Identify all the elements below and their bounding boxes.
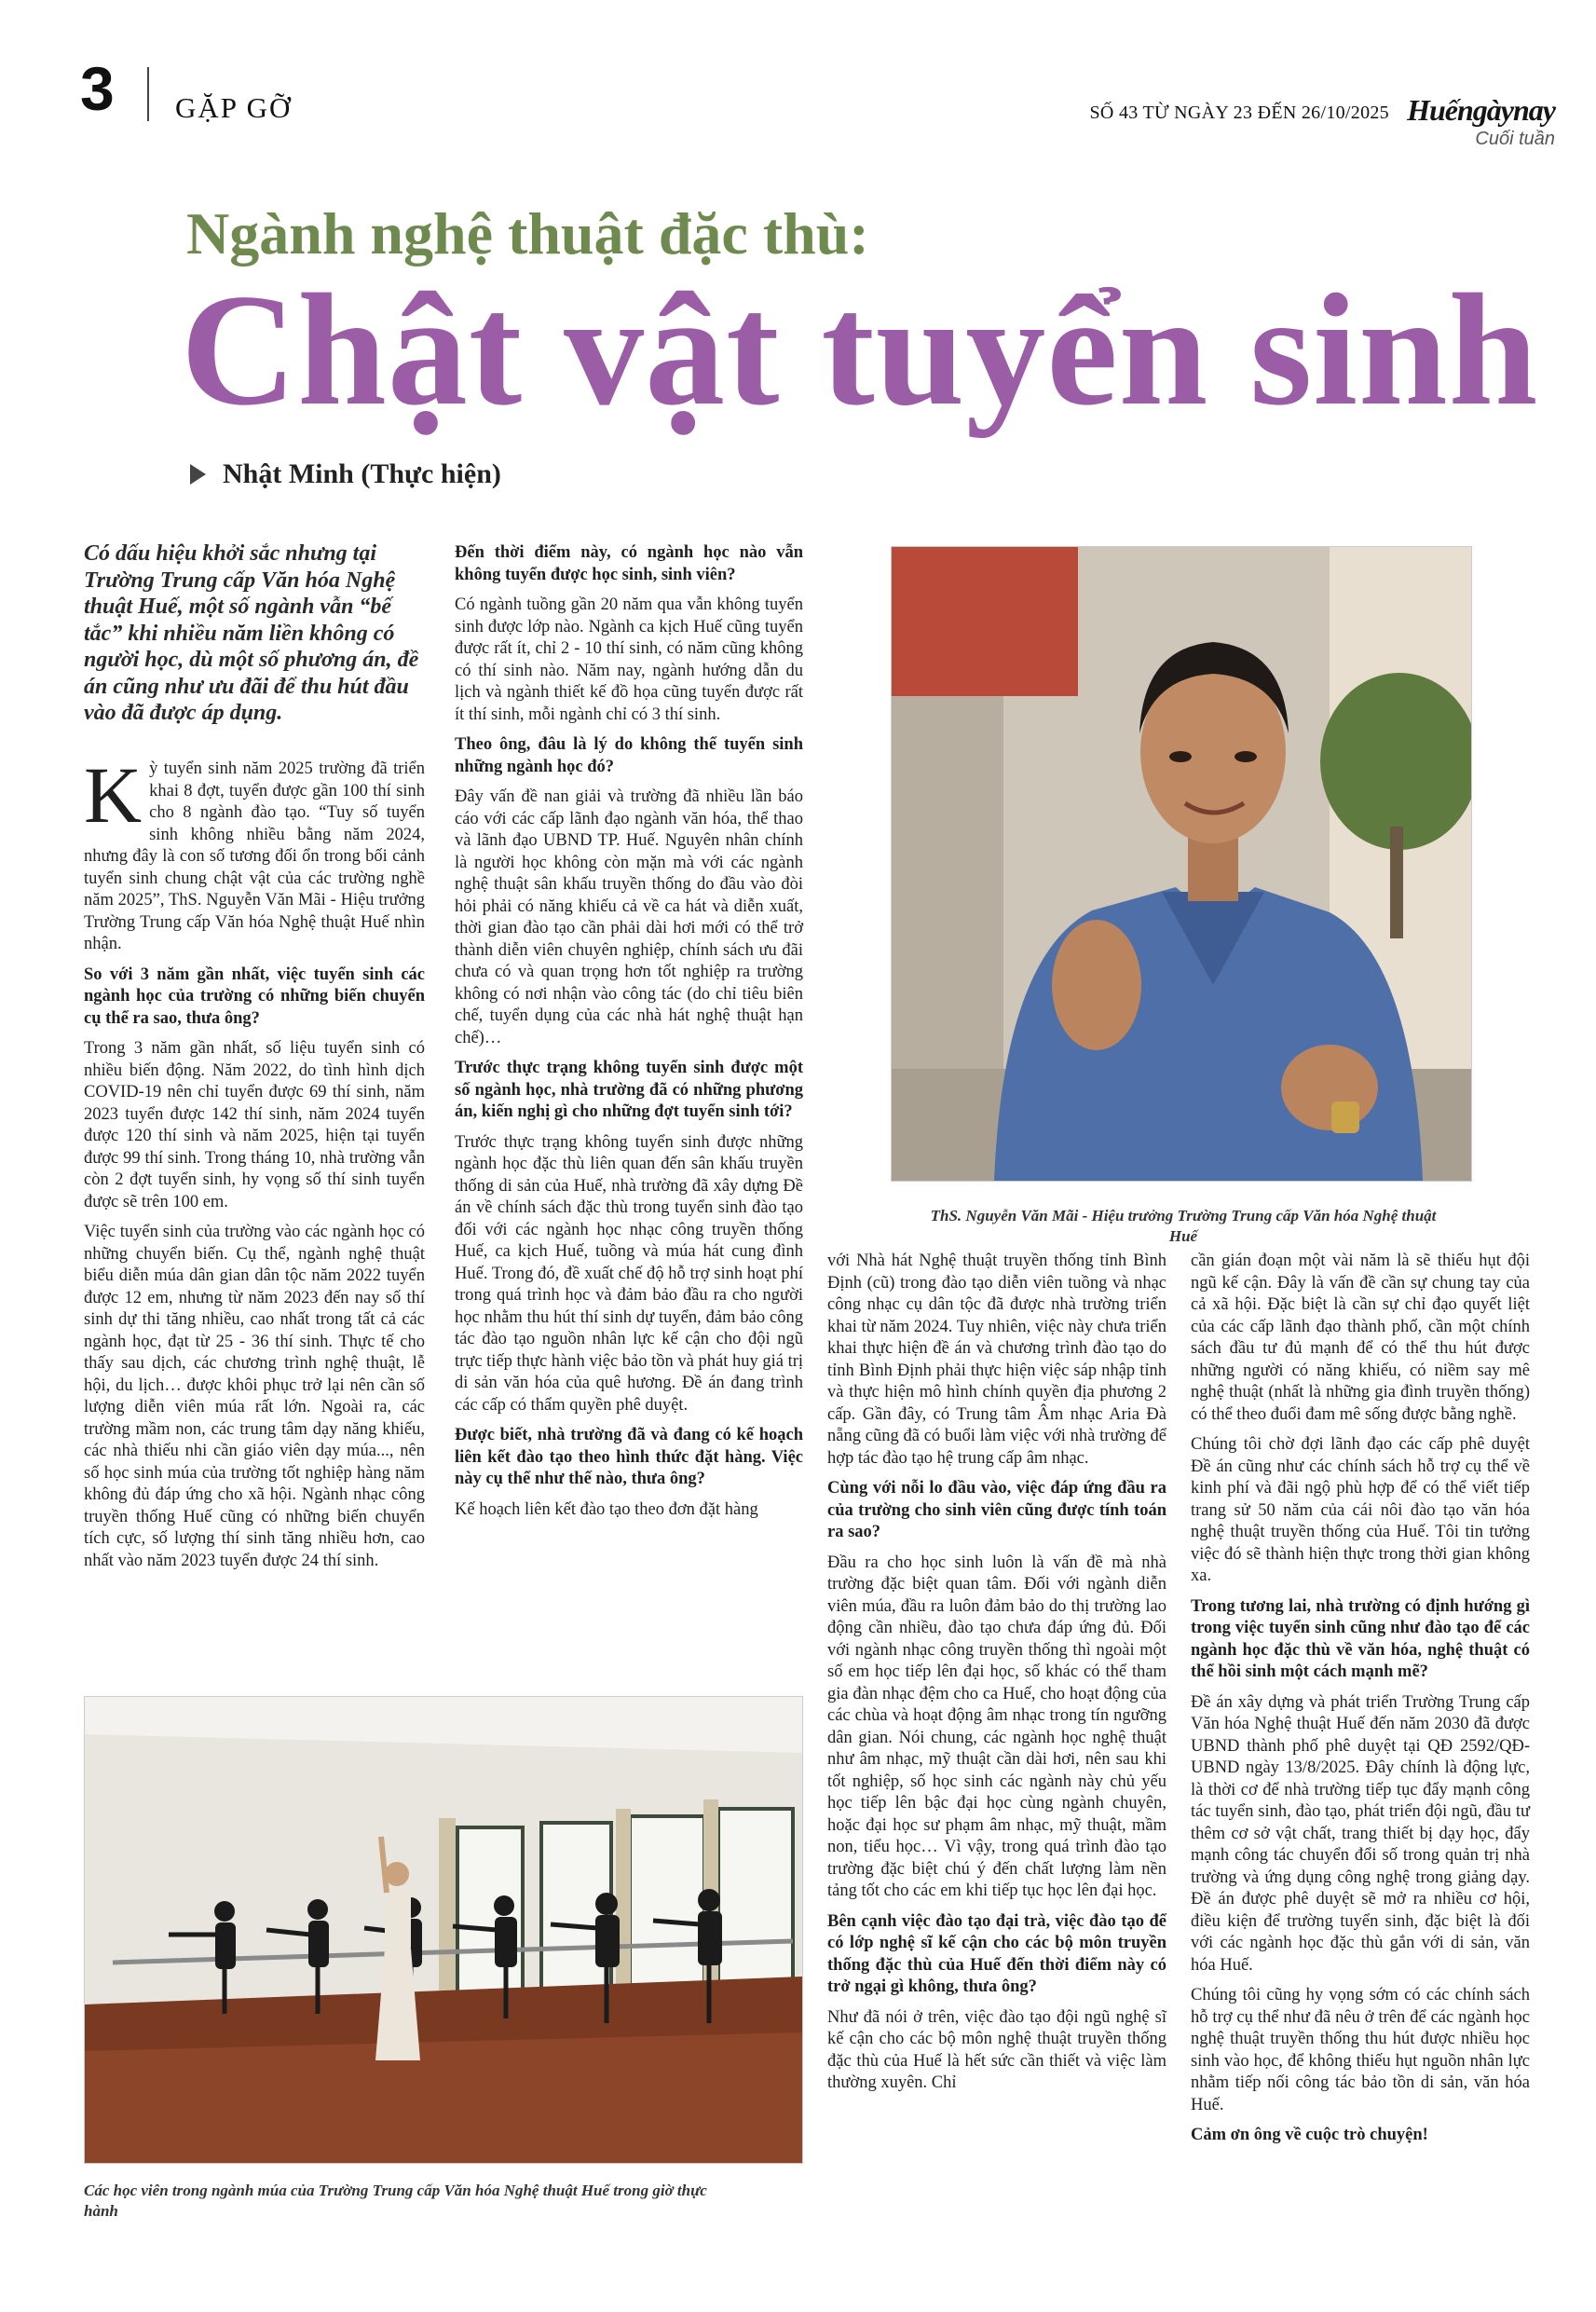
interview-question: Theo ông, đâu là lý do không thể tuyển sinh những ngành học đó? [455, 735, 803, 776]
paragraph: Như đã nói ở trên, việc đào tạo đội ngũ nghệ sĩ kế cận cho các bộ môn nghệ thuật truyền thống đặc thù của Huế là hết sức cần thiết và việc làm thường xuyên. Chỉ [827, 2007, 1166, 2092]
paragraph: Chúng tôi chờ đợi lãnh đạo các cấp phê duyệt Đề án cũng như các chính sách hỗ trợ cụ thể về kinh phí và đãi ngộ phù hợp để có thể viết tiếp trang sử 50 năm của cái nôi đào tạo văn hóa nghệ thuật truyền thống của Huế. Tôi tin tưởng việc đó sẽ thành hiện thực trong thời gian không xa. [1191, 1435, 1530, 1585]
play-arrow-icon [190, 464, 206, 485]
paragraph-text: ỳ tuyển sinh năm 2025 trường đã triển khai 8 đợt, tuyển được gần 100 thí sinh cho 8 ngành đào tạo. “Tuy số tuyển sinh không nhiều bằng năm 2024, nhưng đây là con số tương đối ổn trong bối cảnh tuyển sinh chung chật vật của các trường nghề năm 2025”, ThS. Nguyễn Văn Mãi - Hiệu trưởng Trường Trung cấp Văn hóa Nghệ thuật Huế nhìn nhận. [84, 759, 425, 953]
paragraph: Đầu ra cho học sinh luôn là vấn đề mà nhà trường đặc biệt quan tâm. Đối với ngành diễn viên múa, đầu ra luôn đảm bảo do thị trường lao động cần nhiều, đào tạo chưa đáp ứng đủ. Đối với ngành nhạc công truyền thống thì ngoài một số em học tiếp lên đại học, số khác có thể tham gia đàn nhạc đệm cho ca Huế, cho hoạt động của các chùa và hoạt động âm nhạc trong tín ngưỡng dân gian. Nói chung, các ngành học nghệ thuật như âm nhạc, mỹ thuật cần dài hơi, nên sau khi tốt nghiệp, số học sinh các ngành này chủ yếu học tiếp lên bậc đại học cùng ngành chuyên, hoặc đại học sư phạm âm nhạc, mỹ thuật, mầm non, tiểu học… Vì vậy, trong quá trình đào tạo trường đặc biệt chú ý đến chất lượng làm nền tảng tốt cho các em khi tiếp tục học lên đại học. [827, 1553, 1166, 1900]
interview-question: Trong tương lai, nhà trường có định hướng gì trong việc tuyển sinh cũng như đào tạo để các ngành học đặc thù về văn hóa, nghệ thuật có thể hồi sinh một cách mạnh mẽ? [1191, 1596, 1530, 1681]
text-column-2 [455, 542, 803, 1529]
page-number: 3 [80, 54, 115, 123]
header-divider [147, 67, 149, 121]
paragraph: Kế hoạch liên kết đào tạo theo đơn đặt hàng [455, 1499, 758, 1519]
text-column-1 [84, 750, 425, 1580]
portrait-caption: ThS. Nguyễn Văn Mãi - Hiệu trưởng Trường Trung cấp Văn hóa Nghệ thuật Huế [930, 1207, 1437, 1245]
article-headline: Chật vật tuyển sinh [181, 262, 1539, 439]
interview-question: So với 3 năm gần nhất, việc tuyển sinh các ngành học của trường có những biến chuyển cụ thể ra sao, thưa ông? [84, 964, 425, 1028]
portrait-illustration [892, 547, 1471, 1181]
issue-info: SỐ 43 TỪ NGÀY 23 ĐẾN 26/10/2025 [1089, 103, 1389, 123]
interview-question: Cùng với nỗi lo đầu vào, việc đáp ứng đầu ra của trường cho sinh viên cũng được tính toán ra sao? [827, 1479, 1166, 1541]
byline-text: Nhật Minh (Thực hiện) [223, 458, 501, 489]
interview-question: Trước thực trạng không tuyển sinh được một số ngành học, nhà trường đã có những phương án, kiến nghị gì cho những đợt tuyển sinh tới? [455, 1059, 803, 1121]
dance-photo-caption: Các học viên trong ngành múa của Trường Trung cấp Văn hóa Nghệ thuật Huế trong giờ thực hành [84, 2182, 707, 2220]
dance-class-illustration [85, 1697, 802, 2163]
paragraph: Việc tuyển sinh của trường vào các ngành học có những chuyển biến. Cụ thể, ngành nghệ thuật biểu diễn múa dân gian dân tộc năm 2022 tuyển được 12 em, nhưng từ năm 2023 đến nay số thí sinh dự thi tăng nhiều, cao nhất trong tất cả các ngành học, đạt từ 25 - 36 thí sinh. Thực tế cho thấy sau dịch, các chương trình nghệ thuật, lễ hội, du lịch… được khôi phục trở lại nên cần số lượng diễn viên múa rất lớn. Ngoài ra, các trường mầm non, các trung tâm dạy năng khiếu, các nhà thiếu nhi cần giáo viên dạy múa..., nên số học sinh múa của trường tốt nghiệp hàng năm không đủ đáp ứng cho xã hội. Ngành nhạc công truyền thống Huế cũng có những biến chuyển tích cực, số lượng thí sinh tăng nhiều hơn, cao nhất vào năm 2023 tuyển được 24 thí sinh. [84, 1223, 425, 1570]
paragraph: Đề án xây dựng và phát triển Trường Trung cấp Văn hóa Nghệ thuật Huế đến năm 2030 đã được UBND thành phố phê duyệt tại QĐ 2592/QĐ-UBND ngày 13/8/2025. Đây chính là động lực, là thời cơ để nhà trường tiếp tục đẩy mạnh công tác tuyển sinh, đào tạo, phát triển đội ngũ, đầu tư thêm cơ sở vật chất, trang thiết bị dạy học, đẩy mạnh công tác chuyển đổi số trong quản trị nhà trường và ứng dụng công nghệ trong giảng dạy. Đề án được phê duyệt sẽ mở ra nhiều cơ hội, điều kiện để trường tuyển sinh, đặc biệt là đối với các ngành học đặc thù gắn với di sản, văn hóa Huế. [1191, 1692, 1530, 1975]
article-lead: Có dấu hiệu khởi sắc nhưng tại Trường Trung cấp Văn hóa Nghệ thuật Huế, một số ngành vẫn “bế tắc” khi nhiều năm liền không có người học, dù một số phương án, đề án cũng như ưu đãi để thu hút đầu vào đã được áp dụng. [84, 541, 419, 725]
paragraph [84, 750, 425, 956]
text-column-3 [827, 1251, 1166, 2103]
interview-question: Được biết, nhà trường đã và đang có kế hoạch liên kết đào tạo theo hình thức đặt hàng. Việc này cụ thể như thế nào, thưa ông? [455, 1426, 803, 1488]
paragraph: Có ngành tuồng gần 20 năm qua vẫn không tuyển sinh được lớp nào. Ngành ca kịch Huế cũng tuyển được rất ít, chỉ 2 - 10 thí sinh, có năm cũng không có thí sinh nào. Năm nay, ngành hướng dẫn du lịch và ngành thiết kế đồ họa cũng tuyển được rất ít thí sinh, mỗi ngành chỉ có 3 thí sinh. [455, 595, 803, 724]
interview-question: Cảm ơn ông về cuộc trò chuyện! [1191, 2126, 1428, 2144]
interview-question: Bên cạnh việc đào tạo đại trà, việc đào tạo để có lớp nghệ sĩ kế cận cho các bộ môn truyền thống đặc thù của Huế đến thời điểm này có trở ngại gì không, thưa ông? [827, 1911, 1166, 1996]
paragraph: Chúng tôi cũng hy vọng sớm có các chính sách hỗ trợ cụ thể như đã nêu ở trên để các ngành học nghệ thuật truyền thống thu hút được nhiều học sinh vào học, để không thiếu hụt nguồn nhân lực nhằm tiếp nối công tác bảo tồn di sản, văn hóa Huế. [1191, 1986, 1530, 2114]
paragraph: cần gián đoạn một vài năm là sẽ thiếu hụt đội ngũ kế cận. Đây là vấn đề cần sự chung tay của cả xã hội. Đặc biệt là cần sự chỉ đạo quyết liệt của các cấp lãnh đạo thành phố, cần một chính sách đầu tư đủ mạnh để có thể thu hút được những người có năng khiếu, có niềm say mê nghệ thuật (nhất là những gia đình truyền thống) có thể theo đuổi đam mê sống được bằng nghề. [1191, 1252, 1530, 1424]
paragraph: Trong 3 năm gần nhất, số liệu tuyển sinh có nhiều biến động. Năm 2022, do tình hình dịch COVID-19 nên chỉ tuyển được 69 thí sinh, năm 2023 tuyển được 142 thí sinh, năm 2024 tuyển được 120 thí sinh và năm 2025, hiện tại tuyển được 99 thí sinh. Trong tháng 10, nhà trường vẫn còn 2 đợt tuyển sinh, hy vọng số thí sinh tuyển được sẽ trên 100 em. [84, 1039, 425, 1211]
section-label: GẶP GỠ [175, 91, 293, 124]
paragraph: Trước thực trạng không tuyển sinh được những ngành học đặc thù liên quan đến sân khấu truyền thống di sản của Huế, nhà trường đã xây dựng Đề án về chính sách đặc thù trong tuyển sinh đào tạo đối với các ngành học nhạc công truyền thống Huế, ca kịch Huế, tuồng và múa hát cung đình Huế. Trong đó, đề xuất chế độ hỗ trợ sinh hoạt phí trong quá trình học và đảm bảo đầu ra cho người học nhằm thu hút thí sinh dự tuyển, đảm bảo công tác đào tạo nguồn nhân lực kế cận cho đội ngũ trực tiếp thực hành việc bảo tồn và phát huy giá trị di sản văn hóa của quê hương. Đề án đang trình các cấp có thẩm quyền phê duyệt. [455, 1132, 804, 1415]
text-column-4 [1191, 1251, 1530, 2155]
article-byline [190, 458, 501, 490]
newspaper-logo-subtitle: Cuối tuần [1475, 129, 1555, 149]
article-kicker: Ngành nghệ thuật đặc thù: [186, 200, 869, 267]
newspaper-logo: Huếngàynay [1407, 93, 1555, 127]
drop-cap: K [84, 750, 143, 840]
paragraph: với Nhà hát Nghệ thuật truyền thống tỉnh Bình Định (cũ) trong đào tạo diễn viên tuồng và nhạc công nhạc cụ dân tộc đã được nhà trường triển khai từ năm 2024. Tuy nhiên, việc này chưa triển khai thực hiện đề án và chương trình đào tạo do tỉnh Bình Định phải thực hiện việc sáp nhập tỉnh và thực hiện mô hình chính quyền địa phương 2 cấp. Gần đây, có Trung tâm Âm nhạc Aria Đà nẵng cũng đã có buổi làm việc với nhà trường để hợp tác đào tạo hệ trung cấp âm nhạc. [827, 1252, 1166, 1468]
interview-question: Đến thời điểm này, có ngành học nào vẫn không tuyển được học sinh, sinh viên? [455, 543, 803, 584]
dance-class-photo [84, 1696, 803, 2164]
paragraph: Đây vấn đề nan giải và trường đã nhiều lần báo cáo với các cấp lãnh đạo ngành văn hóa, thể thao và lãnh đạo UBND TP. Huế. Nguyên nhân chính là người học không còn mặn mà với các ngành nghệ thuật sân khấu truyền thống do đầu vào đòi hỏi phải có năng khiếu cả về ca hát và diễn xuất, thời gian đào tạo cần phải dài hơi mới có thể trở thành diễn viên chuyên nghiệp, chính sách ưu đãi chưa có và quan trọng hơn tốt nghiệp ra trường không có nơi nhận vào công tác (do chỉ tiêu biên chế, tuyển dụng của các nhà hát nghệ thuật hạn chế)… [455, 787, 803, 1047]
portrait-photo [891, 546, 1472, 1182]
